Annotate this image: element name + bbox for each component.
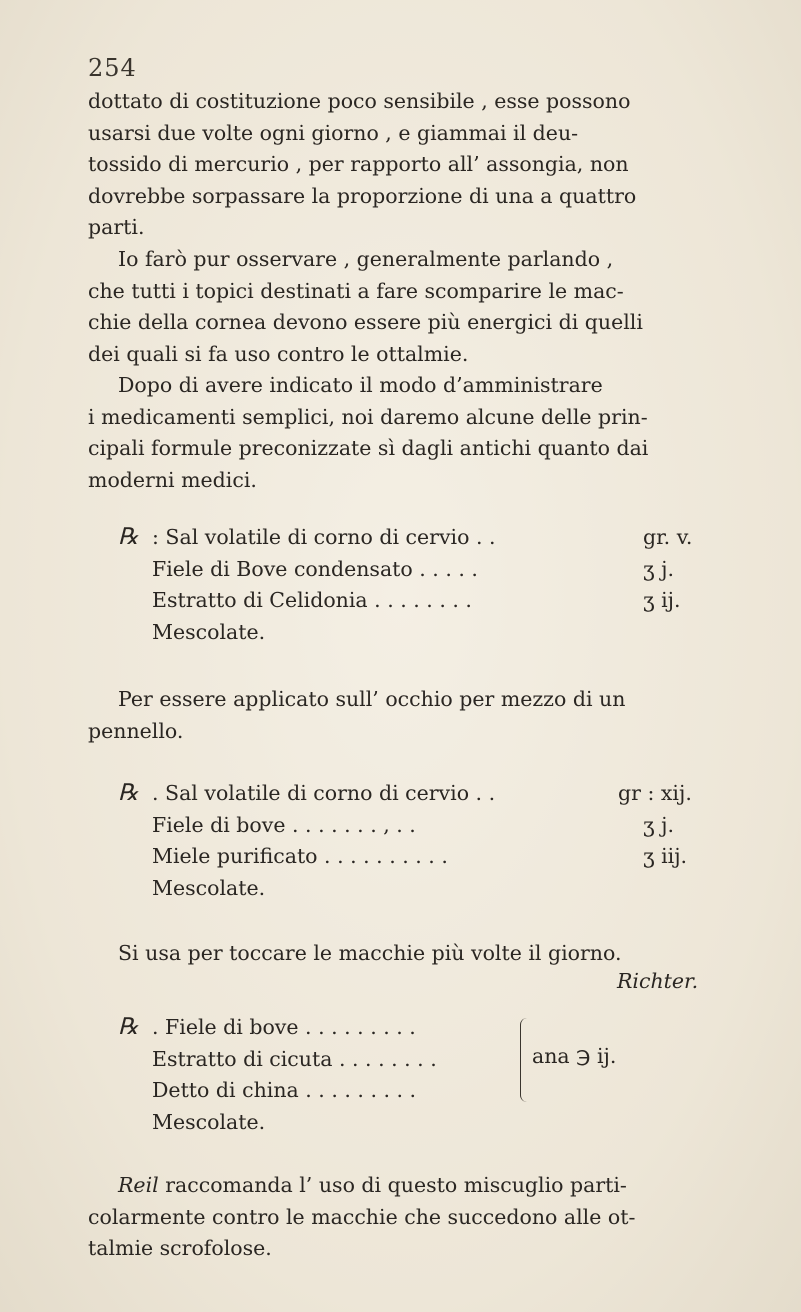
recipe-row [118, 841, 738, 873]
intro-paragraph [88, 86, 728, 244]
author-signature: Richter. [617, 969, 699, 993]
text-line: Io farò pur osservare , generalmente parlando , [118, 247, 614, 271]
ingredient: . Sal volatile di corno di cervio . . [152, 781, 496, 805]
recipe-row [118, 585, 738, 617]
recipe-row [118, 873, 738, 905]
usage-note-3 [88, 1170, 728, 1265]
text-line: usarsi due volte ogni giorno , e giammai il deu- [88, 120, 579, 145]
recipe-row [118, 778, 738, 810]
dose: ʒ ij. [643, 588, 681, 612]
text-line: parti. [88, 215, 145, 239]
dose: gr : xij. [618, 781, 692, 805]
dose: gr. v. [643, 525, 693, 549]
ingredient: Fiele di Bove condensato . . . . . [152, 556, 478, 581]
text-line: dottato di costituzione poco sensibile , esse possono [88, 89, 631, 113]
recipe-1 [118, 522, 738, 648]
text-line: i medicamenti semplici, noi daremo alcune delle prin- [88, 404, 648, 429]
text-line: Dopo di avere indicato il modo d’amministrare [118, 373, 603, 397]
text-line: tossido di mercurio , per rapporto all’ assongia, non [88, 152, 629, 176]
text-line: pennello. [88, 718, 184, 743]
dose: ʒ iij. [643, 844, 688, 868]
paragraph-3 [88, 370, 728, 496]
text-line: colarmente contro le macchie che succedono alle ot- [88, 1204, 636, 1229]
recipe-row [118, 1107, 738, 1139]
usage-note-2 [88, 938, 728, 970]
text-line: dei quali si fa uso contro le ottalmie. [88, 341, 469, 366]
combined-dose: ana ℈ ij. [532, 1044, 617, 1068]
recipe-row [118, 1044, 738, 1076]
text-line: moderni medici. [88, 467, 257, 492]
brace [520, 1018, 527, 1102]
recipe-row [118, 810, 738, 842]
recipe-row [118, 1075, 738, 1107]
text-line: Per essere applicato sull’ occhio per mezzo di un [118, 687, 626, 711]
recipe-row [118, 617, 738, 649]
ingredient: Estratto di cicuta . . . . . . . . [152, 1046, 437, 1071]
recipe-row [118, 522, 738, 554]
paragraph-2 [88, 244, 728, 370]
dose: ʒ j. [643, 812, 674, 837]
recipe-symbol-icon: ℞ [118, 524, 139, 550]
ingredient: . Fiele di bove . . . . . . . . . [152, 1015, 416, 1039]
text-line: che tutti i topici destinati a fare scomparire le mac- [88, 278, 624, 303]
text-line: Si usa per toccare le macchie più volte il giorno. [118, 941, 622, 965]
recipe-3 [118, 1012, 738, 1138]
ingredient: : Sal volatile di corno di cervio . . [152, 525, 496, 549]
text-line: chie della cornea devono essere più energici di quelli [88, 310, 643, 334]
recipe-row [118, 554, 738, 586]
text-line [88, 1170, 728, 1202]
ingredient: Estratto di Celidonia . . . . . . . . [152, 588, 472, 612]
page-number: 254 [88, 54, 137, 82]
ingredient: Mescolate. [152, 875, 266, 900]
ingredient: Detto di china . . . . . . . . . [152, 1078, 417, 1102]
text-line: talmie scrofolose. [88, 1236, 272, 1260]
ingredient: Mescolate. [152, 1109, 266, 1134]
ingredient: Miele purificato . . . . . . . . . . [152, 844, 448, 868]
ingredient: Fiele di bove . . . . . . . , . . [152, 812, 416, 837]
recipe-2 [118, 778, 738, 904]
text-fragment: raccomanda l’ uso di questo miscuglio parti- [158, 1173, 627, 1197]
ingredient: Mescolate. [152, 619, 266, 644]
dose: ʒ j. [643, 556, 674, 581]
text-line: cipali formule preconizzate sì dagli antichi quanto dai [88, 436, 649, 460]
usage-note-1 [88, 684, 728, 747]
author-name: Reil [118, 1173, 159, 1197]
recipe-symbol-icon: ℞ [118, 1014, 139, 1040]
recipe-symbol-icon: ℞ [118, 780, 139, 806]
recipe-row [118, 1012, 738, 1044]
text-line: dovrebbe sorpassare la proporzione di una a quattro [88, 183, 637, 208]
